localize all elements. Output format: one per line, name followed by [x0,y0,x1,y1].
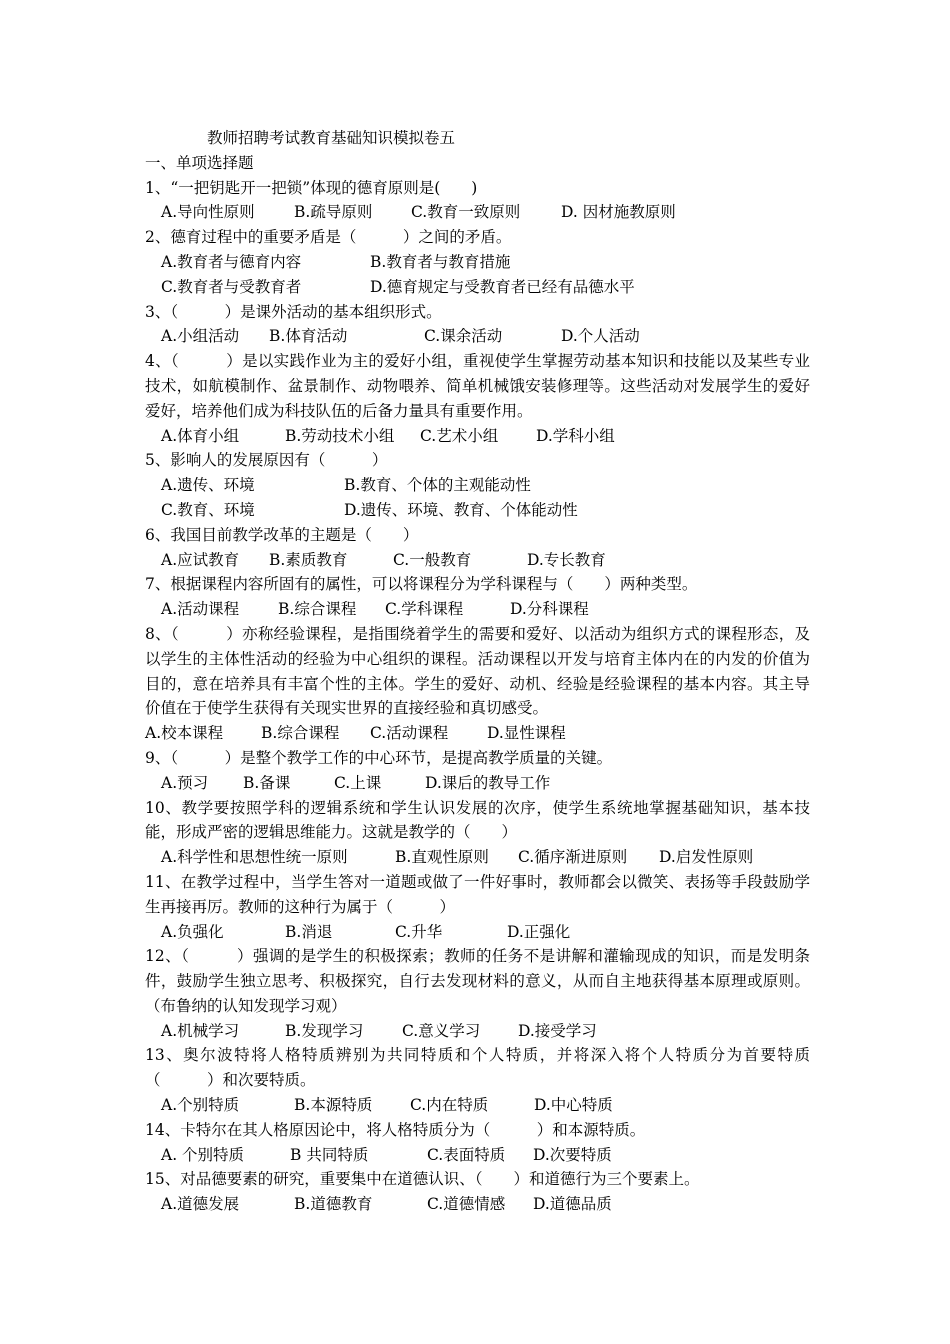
answer-option: A.校本课程 [145,724,224,743]
option-row [145,771,810,796]
question-stem: 11、在教学过程中，当学生答对一道题或做了一件好事时，教师都会以微笑、表扬等手段鼓励学生再接再厉。教师的这种行为属于（ ） [145,872,810,916]
option-row [145,845,810,870]
option-row [145,1093,810,1118]
answer-option: C.教育一致原则 [411,203,521,222]
answer-option: A.活动课程 [161,600,240,619]
answer-option: C.意义学习 [402,1021,481,1040]
answer-option: C.升华 [395,922,443,941]
question-stem: 1、“一把钥匙开一把锁”体现的德育原则是( ) [145,178,478,197]
question-stem: 8、（ ）亦称经验课程，是指围绕着学生的需要和爱好、以活动为组织方式的课程形态，及以学生的主体性活动的经验为中心组织的课程。活动课程以开发与培育主体内在的内发的价值为目的，意在培养具有丰富个性的主体。学生的爱好、动机、经验是经验课程的基本内容。其主导价值在于使学生获得有关现实世界的直接经验和真切感受。 [145,624,810,718]
answer-option: D.个人活动 [561,327,640,346]
option-row [145,597,810,622]
answer-option: D.专长教育 [527,550,606,569]
answer-option: C.循序渐进原则 [518,848,628,867]
answer-option: A.科学性和思想性统一原则 [161,848,348,867]
answer-option: B.体育活动 [269,327,348,346]
option-row [145,548,810,573]
option-row [145,920,810,945]
option-row [145,498,810,523]
option-row [145,200,810,225]
answer-option: A.遗传、环境 [161,476,255,495]
answer-option: A.负强化 [161,922,224,941]
answer-option: B.劳动技术小组 [285,426,395,445]
answer-option: A.导向性原则 [161,203,255,222]
question-stem: 7、根据课程内容所固有的属性，可以将课程分为学科课程与（ ）两种类型。 [145,575,698,594]
answer-option: A.教育者与德育内容 [161,252,302,271]
answer-option: A.应试教育 [161,550,240,569]
answer-option: B.综合课程 [278,600,357,619]
answer-option: A.体育小组 [161,426,240,445]
answer-option: B.直观性原则 [395,848,489,867]
answer-option: B.疏导原则 [294,203,373,222]
answer-option: B.消退 [285,922,333,941]
question-stem: 15、对品德要素的研究，重要集中在道德认识、（ ）和道德行为三个要素上。 [145,1170,700,1189]
question-stem: 4、（ ）是以实践作业为主的爱好小组，重视使学生掌握劳动基本知识和技能以及某些专业技术，如航模制作、盆景制作、动物喂养、简单机械饿安装修理等。这些活动对发展学生的爱好爱好，培养他们成为科技队伍的后备力量具有重要作用。 [145,352,810,420]
answer-option: D.正强化 [507,922,571,941]
answer-option: B 共同特质 [290,1145,369,1164]
answer-option: A.预习 [161,773,209,792]
option-row [145,424,810,449]
answer-option: A.小组活动 [161,327,240,346]
question-stem: 14、卡特尔在其人格原因论中，将人格特质分为（ ）和本源特质。 [145,1120,646,1139]
answer-option: C.表面特质 [427,1145,506,1164]
answer-option: B.道德教育 [294,1195,373,1214]
answer-option: B.素质教育 [269,550,348,569]
answer-option: C.道德情感 [427,1195,506,1214]
option-row [145,721,810,746]
question-stem: 5、影响人的发展原因有（ ） [145,451,388,470]
answer-option: C.教育者与受教育者 [161,277,302,296]
answer-option: B.本源特质 [294,1096,373,1115]
section-heading: 一、单项选择题 [145,153,254,172]
option-row [145,1019,810,1044]
answer-option: A.道德发展 [161,1195,240,1214]
answer-option: C.活动课程 [370,724,449,743]
question-stem: 9、（ ）是整个教学工作的中心环节，是提高教学质量的关键。 [145,748,613,767]
option-row [145,473,810,498]
answer-option: D.德育规定与受教育者已经有品德水平 [370,277,635,296]
answer-option: D.道德品质 [533,1195,612,1214]
question-stem: 6、我国目前教学改革的主题是（ ） [145,525,419,544]
question-stem: 13、奥尔波特将人格特质辨别为共同特质和个人特质，并将深入将个人特质分为首要特质（ ）和次要特质。 [145,1046,810,1090]
question-stem: 12、（ ）强调的是学生的积极探索；教师的任务不是讲解和灌输现成的知识，而是发明条件，鼓励学生独立思考、积极探究，自行去发现材料的意义，从而自主地获得基本原理或原则。（布鲁纳的认知发现学习观） [145,947,810,1015]
question-stem: 2、德育过程中的重要矛盾是（ ）之间的矛盾。 [145,228,512,247]
answer-option: B.教育者与教育措施 [370,252,511,271]
answer-option: D.启发性原则 [659,848,754,867]
answer-option: B.教育、个体的主观能动性 [344,476,531,495]
option-row [145,1192,810,1217]
answer-option: B.发现学习 [285,1021,364,1040]
answer-option: C.艺术小组 [420,426,499,445]
answer-option: A.机械学习 [161,1021,240,1040]
answer-option: C.学科课程 [385,600,464,619]
answer-option: D.分科课程 [510,600,589,619]
answer-option: C.课余活动 [424,327,503,346]
answer-option: A.个别特质 [161,1096,240,1115]
option-row [145,324,810,349]
question-stem: 3、（ ）是课外活动的基本组织形式。 [145,302,442,321]
document-title: 教师招聘考试教育基础知识模拟卷五 [207,129,456,147]
question-stem: 10、教学要按照学科的逻辑系统和学生认识发展的次序，使学生系统地掌握基础知识，基本技能，形成严密的逻辑思维能力。这就是教学的（ ） [145,798,810,842]
answer-option: B.综合课程 [261,724,340,743]
answer-option: D.次要特质 [533,1145,612,1164]
answer-option: C.一般教育 [393,550,472,569]
answer-option: C.教育、环境 [161,500,255,519]
answer-option: D.中心特质 [534,1096,613,1115]
option-row [145,250,810,275]
answer-option: D.课后的教导工作 [425,773,551,792]
answer-option: D.显性课程 [487,724,566,743]
answer-option: D.接受学习 [518,1021,597,1040]
question-list [145,176,810,1217]
option-row [145,275,810,300]
answer-option: D.学科小组 [536,426,615,445]
option-row [145,1143,810,1168]
document-body [145,126,810,1217]
answer-option: C.上课 [334,773,382,792]
answer-option: D.遗传、环境、教育、个体能动性 [344,500,578,519]
answer-option: C.内在特质 [410,1096,489,1115]
answer-option: D. 因材施教原则 [561,203,676,222]
answer-option: B.备课 [243,773,291,792]
answer-option: A. 个别特质 [161,1145,245,1164]
